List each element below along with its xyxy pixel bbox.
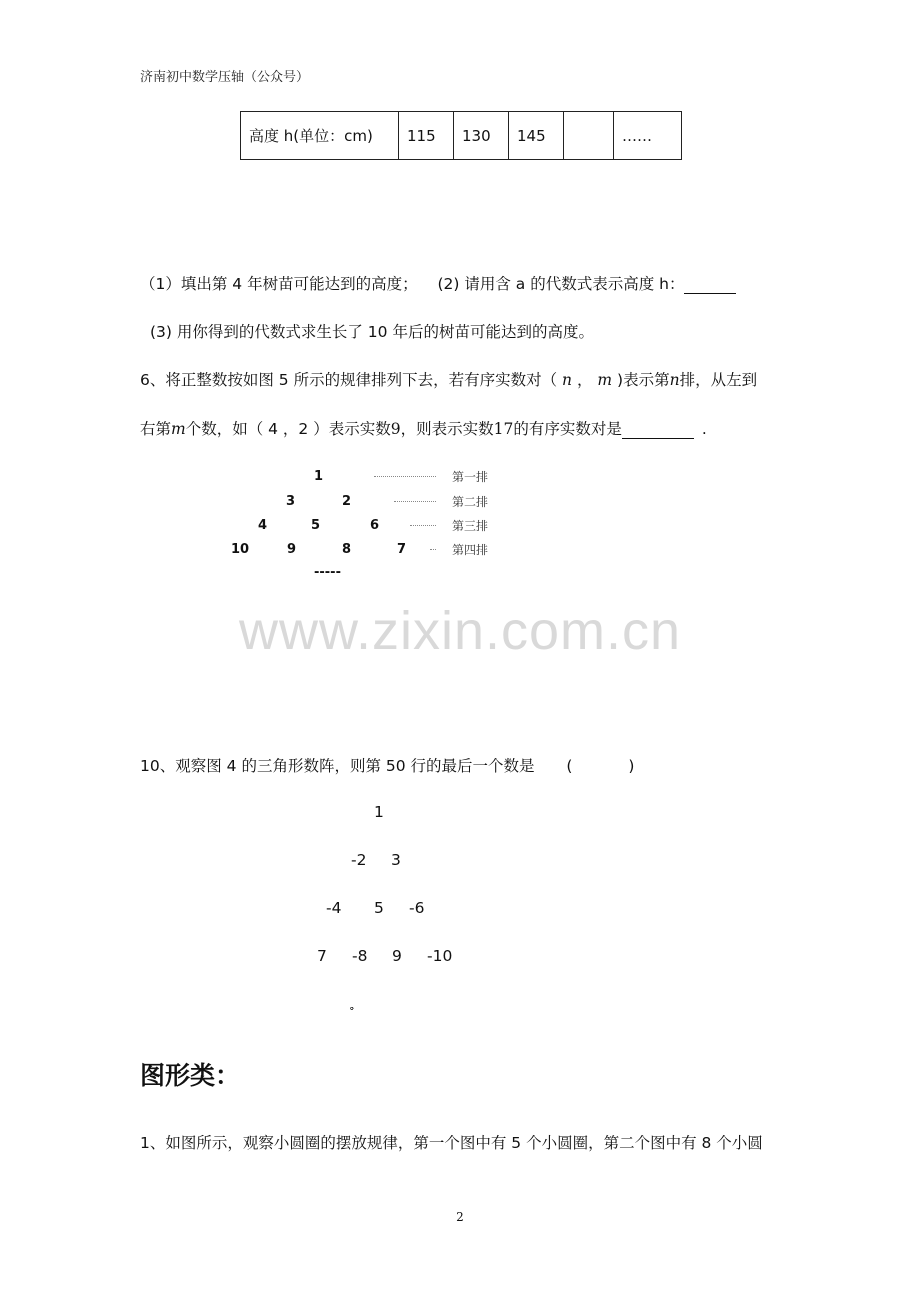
fig4-number: -8: [352, 947, 368, 965]
table-cell: [564, 112, 614, 160]
number-17: 17: [493, 420, 514, 438]
height-table: [240, 111, 682, 160]
section-title: 图形类：: [140, 1061, 241, 1090]
row-label: 第一排: [452, 470, 489, 484]
var-n: n: [562, 371, 573, 389]
fig4-number: -6: [409, 899, 425, 917]
fig5-ellipsis: -----: [314, 565, 341, 580]
fig5-number: 8: [342, 542, 352, 557]
q6-text: 右第: [140, 420, 172, 438]
fig4-number: 3: [391, 851, 401, 869]
q10-paren-open: (: [566, 757, 573, 775]
q6-line2: [140, 417, 707, 439]
q10: [140, 754, 634, 776]
q6-text: 6、将正整数按如图 5 所示的规律排列下去，若有序实数对（: [140, 371, 558, 389]
answer-blank: [684, 275, 736, 294]
q6-period: .: [701, 420, 707, 438]
fig4-number: 5: [374, 899, 384, 917]
fig5-number: 9: [287, 542, 297, 557]
fig5-number: 6: [370, 518, 380, 533]
q6-text: 排，从左到: [679, 371, 758, 389]
fig4-ellipsis: 。。。。。。: [350, 1001, 355, 1012]
dotted-leader: [430, 549, 436, 550]
q6-text: 个数，如（ 4 ，2 ）表示实数: [185, 420, 391, 438]
q6-text: ，则表示实数: [400, 420, 494, 438]
table-cell: ……: [614, 112, 682, 160]
fig5-number: 10: [231, 542, 250, 557]
dotted-leader: [394, 501, 436, 502]
var-m: m: [597, 371, 613, 389]
q6-text: 的有序实数对是: [513, 420, 622, 438]
number-9: 9: [390, 420, 401, 438]
fig4-number: -2: [351, 851, 367, 869]
q5-part3: (3) 用你得到的代数式求生长了 10 年后的树苗可能达到的高度。: [150, 323, 594, 341]
page-number: 2: [456, 1210, 464, 1224]
page-header: 济南初中数学压轴（公众号）: [140, 70, 310, 85]
fig4-number: 1: [374, 803, 384, 821]
dotted-leader: [374, 476, 436, 477]
watermark: www.zixin.com.cn: [238, 601, 682, 661]
fig4-number: 7: [317, 947, 327, 965]
table-cell: 130: [454, 112, 509, 160]
q6-line1: [140, 368, 757, 390]
fig4-number: 9: [392, 947, 402, 965]
q6-comma: ，: [576, 371, 593, 389]
q5-part2: (2) 请用含 a 的代数式表示高度 h：: [437, 275, 685, 293]
table-row: [241, 112, 682, 160]
table-cell-label: 高度 h(单位：cm): [241, 112, 399, 160]
var-n: n: [669, 371, 680, 389]
fig5-number: 4: [258, 518, 268, 533]
fig4-number: -10: [427, 947, 453, 965]
fig5-number: 7: [397, 542, 407, 557]
fig5-number: 3: [286, 494, 296, 509]
fig4-number: -4: [326, 899, 342, 917]
q10-text: 10、观察图 4 的三角形数阵，则第 50 行的最后一个数是: [140, 757, 535, 775]
graphic-q1: 1、如图所示，观察小圆圈的摆放规律，第一个图中有 5 个小圆圈，第二个图中有 8 个小圆: [140, 1134, 763, 1152]
fig5-number: 5: [311, 518, 321, 533]
table-cell: 115: [399, 112, 454, 160]
var-m: m: [171, 420, 186, 438]
answer-blank: [622, 420, 694, 439]
fig5-number: 1: [314, 469, 324, 484]
q5-part1: （1）填出第 4 年树苗可能达到的高度；: [140, 275, 418, 293]
row-label: 第三排: [452, 519, 489, 533]
q6-text: )表示第: [617, 371, 670, 389]
fig5-number: 2: [342, 494, 352, 509]
row-label: 第二排: [452, 495, 489, 509]
q10-paren-close: ): [628, 757, 635, 775]
row-label: 第四排: [452, 543, 489, 557]
q5-line1: [140, 272, 736, 294]
dotted-leader: [410, 525, 436, 526]
table-cell: 145: [509, 112, 564, 160]
